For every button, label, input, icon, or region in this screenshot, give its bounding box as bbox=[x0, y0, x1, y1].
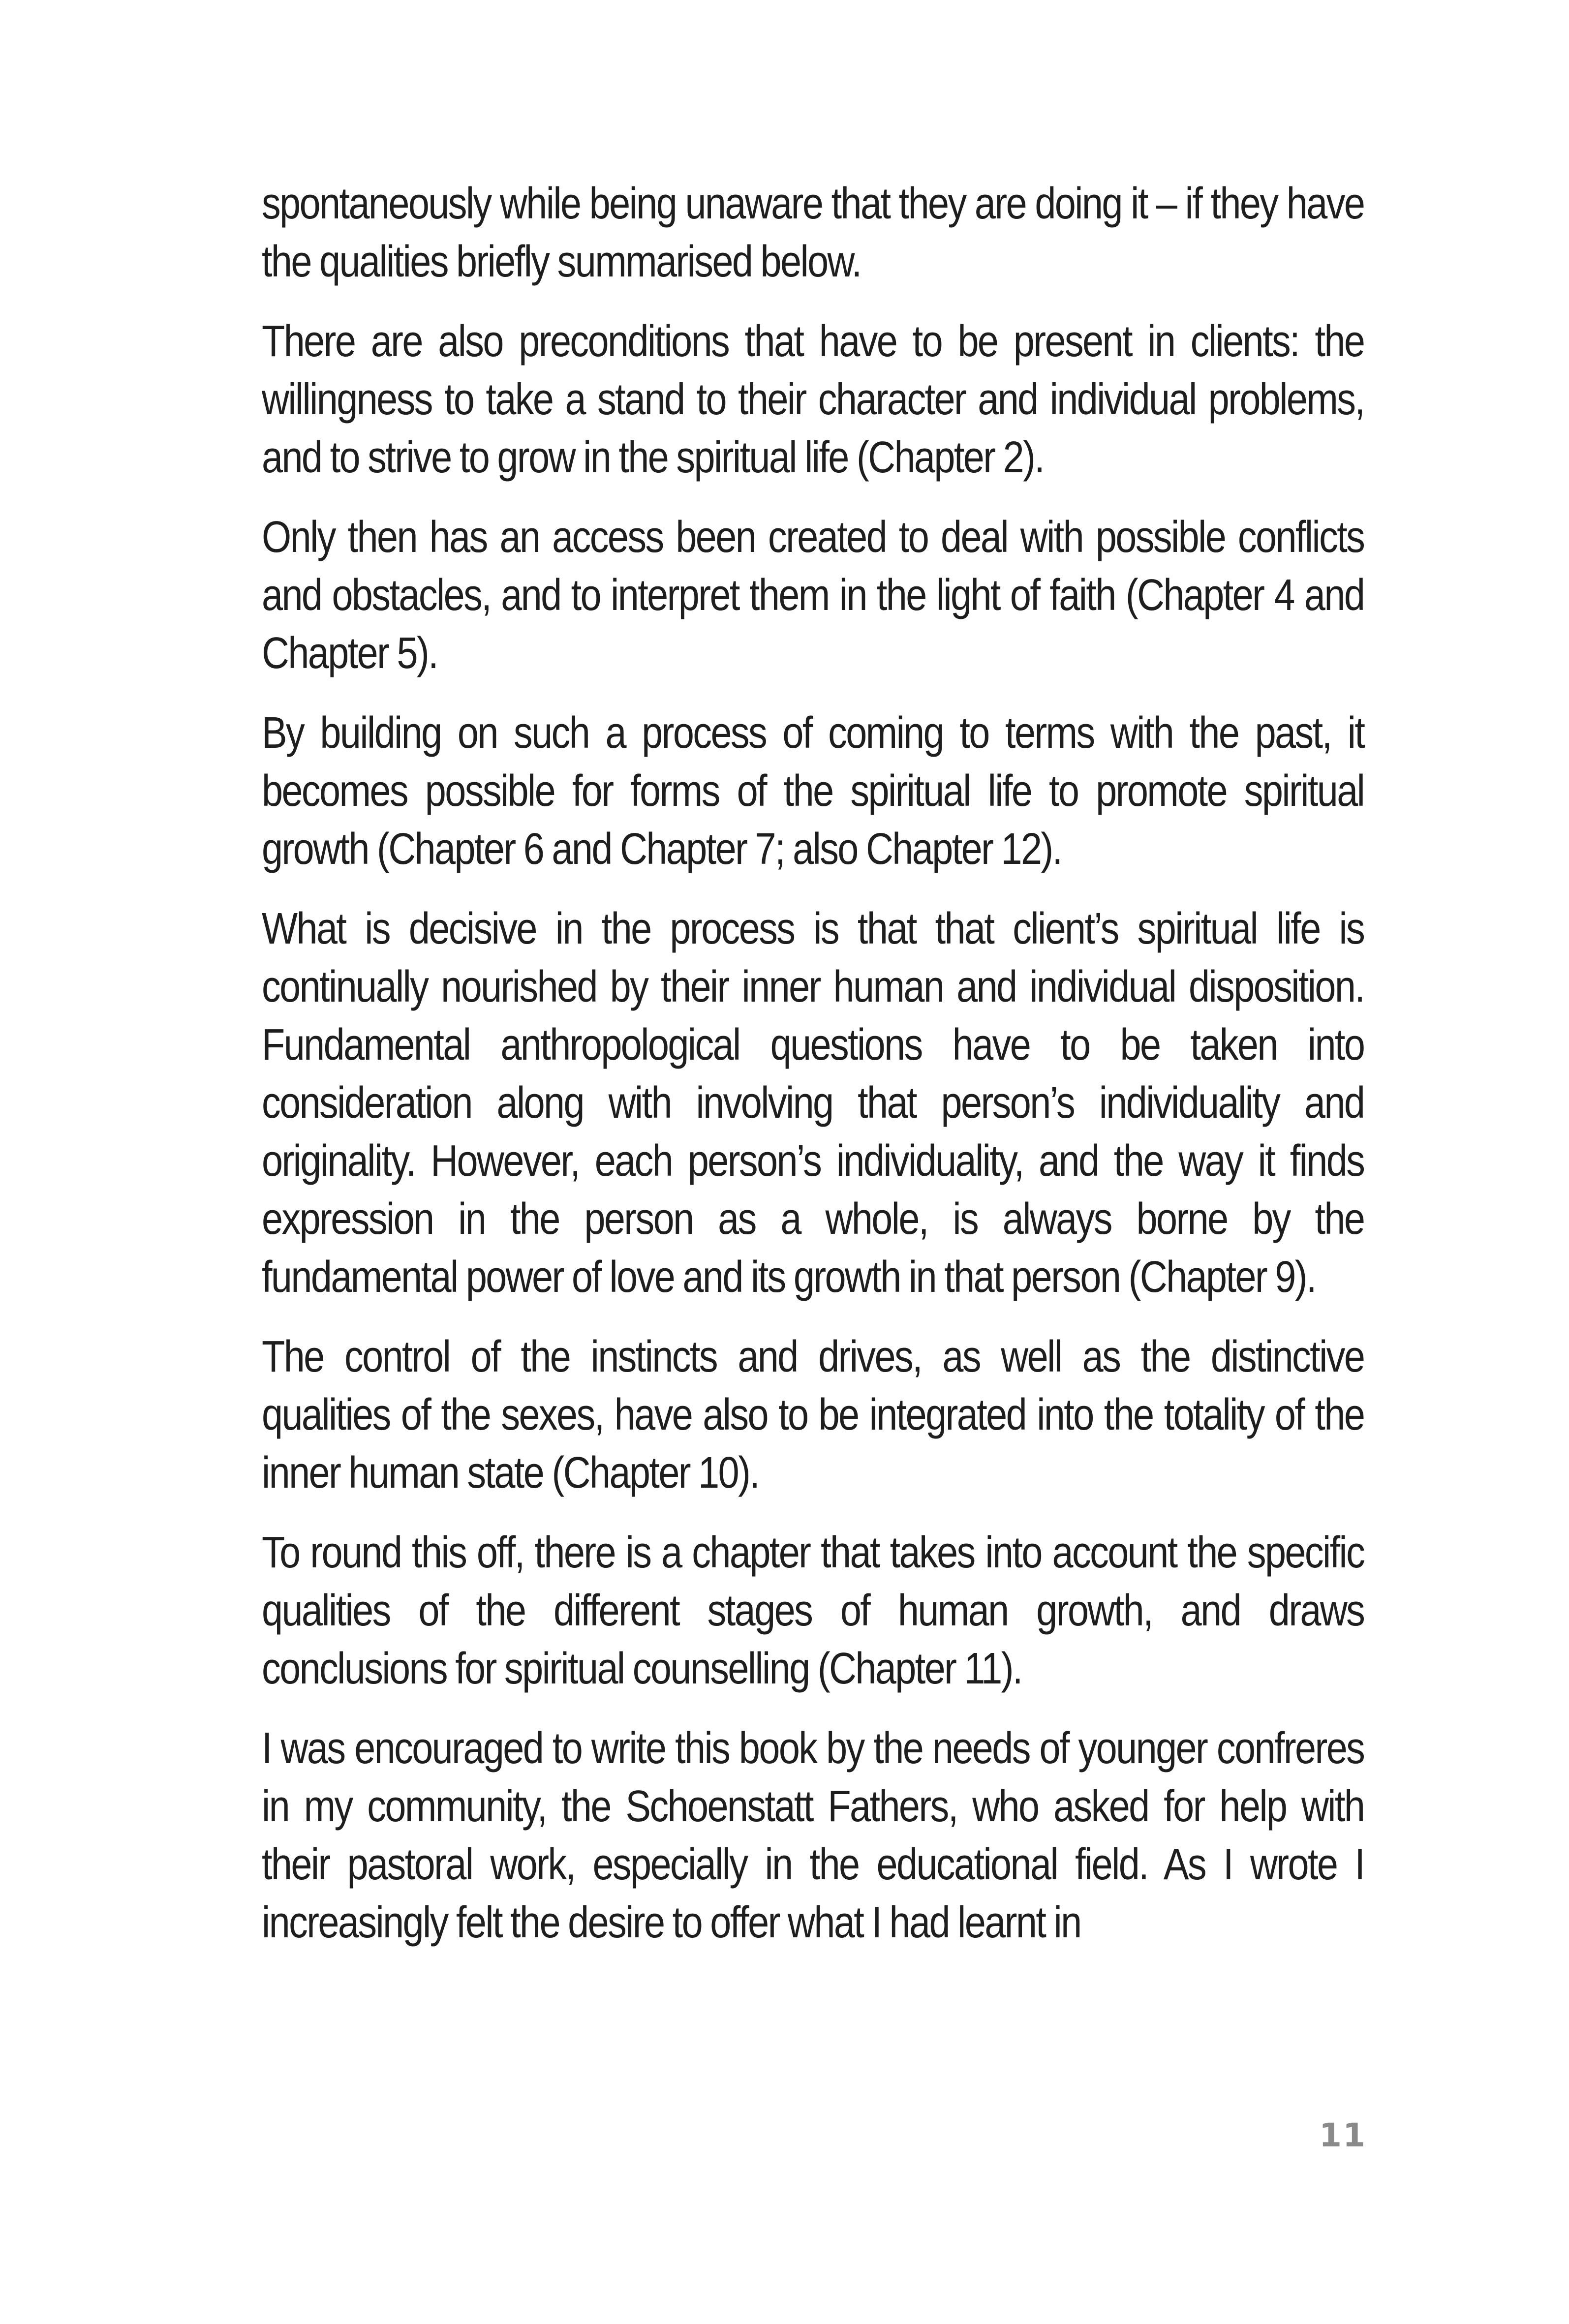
paragraph-1: spontaneously while being unaware that they are doing it – if they have the qualities briefly summarised below. bbox=[262, 179, 1364, 286]
paragraph-3: Only then has an access been created to deal with possible conflicts and obstacles, and to interpret them in the light of faith (Chapter 4 and Chapter 5). bbox=[262, 513, 1364, 678]
paragraph-6: The control of the instincts and drives, as well as the distinctive qualities of the sexes, have also to be integrated into the totality of the inner human state (Chapter 10). bbox=[262, 1332, 1364, 1498]
paragraph-2: There are also preconditions that have to be present in clients: the willingness to take a stand to their character and individual problems, and to strive to grow in the spiritual life (Chapter 2). bbox=[262, 317, 1364, 482]
paragraph-7: To round this off, there is a chapter that takes into account the specific qualities of the different stages of human growth, and draws conclusions for spiritual counselling (Chapter 11). bbox=[262, 1528, 1364, 1693]
paragraph-8: I was encouraged to write this book by the needs of younger confreres in my community, the Schoenstatt Fathers, who asked for help with their pastoral work, especially in the educational field. As I wrote I increasingly felt the desire to offer what I had learnt in bbox=[262, 1724, 1364, 1947]
paragraph-4: By building on such a process of coming to terms with the past, it becomes possible for forms of the spiritual life to promote spiritual growth (Chapter 6 and Chapter 7; also Chapter 12). bbox=[262, 708, 1364, 874]
paragraph-5: What is decisive in the process is that that client’s spiritual life is continually nourished by their inner human and individual disposition. Fundamental anthropological questions have to be taken into consideration along with involving that person’s individuality and originality. However, each person’s individuality, and the way it finds expression in the person as a whole, is always borne by the fundamental power of love and its growth in that person (Chapter 9). bbox=[262, 904, 1364, 1302]
page-number: 11 bbox=[1319, 2116, 1366, 2154]
body-text bbox=[262, 175, 1364, 1973]
